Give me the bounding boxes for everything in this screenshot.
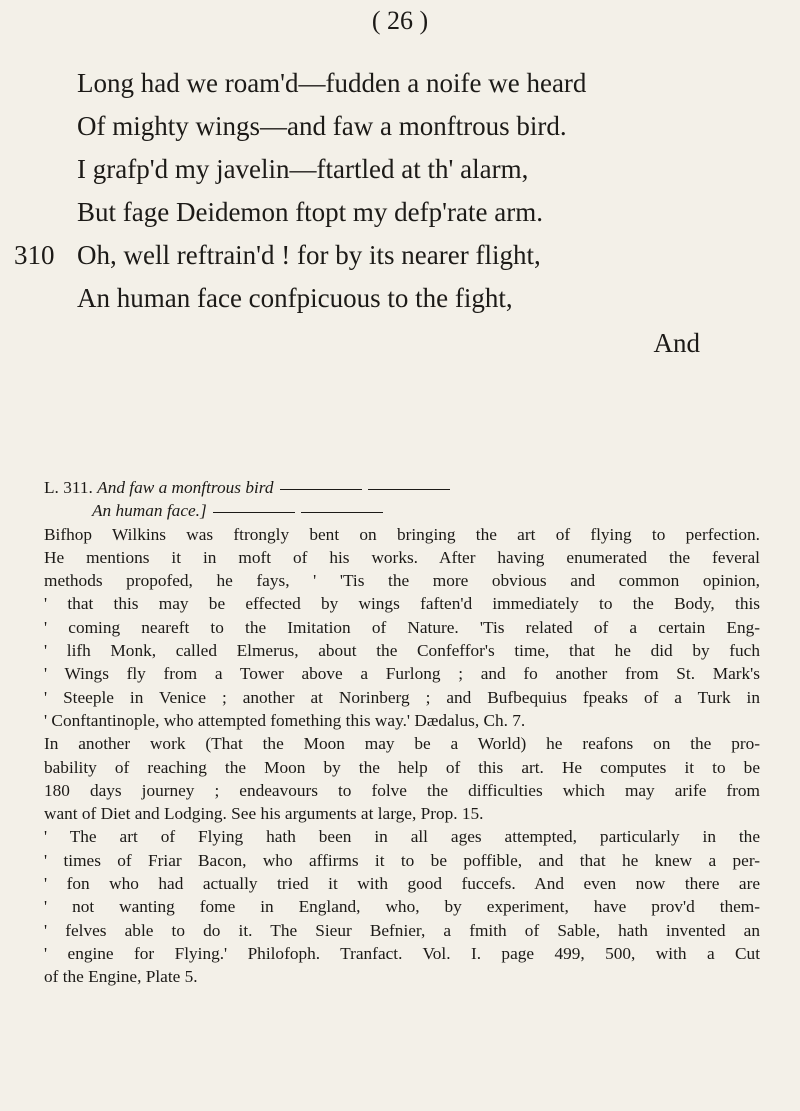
note-line: ' felves able to do it. The Sieur Befnier, a fmith of Sable, hath invented an <box>44 920 760 940</box>
note-line: want of Diet and Lodging. See his arguments at large, Prop. 15. <box>44 804 484 824</box>
note-line: ' lifh Monk, called Elmerus, about the Confeffor's time, that he did by fuch <box>44 641 760 661</box>
note-line: ' Conftantinople, who attempted fomething this way.' Dædalus, Ch. 7. <box>44 710 526 730</box>
note-line: ' fon who had actually tried it with good fuccefs. And even now there are <box>44 874 760 894</box>
note-line: of the Engine, Plate 5. <box>44 967 198 987</box>
page-number: ( 26 ) <box>371 6 429 35</box>
catchword: And <box>653 328 700 358</box>
verse-text: Long had we roam'd—fudden a noife we heard <box>77 68 587 98</box>
verse-text: Oh, well reftrain'd ! for by its nearer flight, <box>77 240 541 270</box>
note-lemma <box>44 499 760 522</box>
dash-rule <box>301 512 383 513</box>
verse-text: Of mighty wings—and faw a monftrous bird. <box>77 111 567 141</box>
note-line: ' Steeple in Venice ; another at Norinberg ; and Bufbequius fpeaks of a Turk in <box>44 687 760 707</box>
note-line: ' not wanting fome in England, who, by experiment, have prov'd them- <box>44 897 760 917</box>
note-line: ' times of Friar Bacon, who affirms it to be poffible, and that he knew a per- <box>44 850 760 870</box>
note-line: In another work (That the Moon may be a World) he reafons on the pro- <box>44 734 760 754</box>
note-line: methods propofed, he fays, ' 'Tis the more obvious and common opinion, <box>44 571 760 591</box>
note-ref: L. 311. <box>44 478 93 497</box>
note-line: He mentions it in moft of his works. After having enumerated the feveral <box>44 547 760 567</box>
note-line: ' The art of Flying hath been in all ages attempted, particularly in the <box>44 827 760 847</box>
dash-rule <box>280 489 362 490</box>
note-lemma <box>44 476 760 499</box>
line-number: 310 <box>14 240 55 270</box>
note-line: bability of reaching the Moon by the help of this art. He computes it to be <box>44 757 760 777</box>
note-line: Bifhop Wilkins was ftrongly bent on bringing the art of flying to perfection. <box>44 524 760 544</box>
note-line: 180 days journey ; endeavours to folve the difficulties which may arife from <box>44 780 760 800</box>
verse-text: I grafp'd my javelin—ftartled at th' alarm, <box>77 154 529 184</box>
verse-text: An human face confpicuous to the fight, <box>77 283 513 313</box>
note-line: ' Wings fly from a Tower above a Furlong ; and fo another from St. Mark's <box>44 664 760 684</box>
dash-rule <box>368 489 450 490</box>
verse-text: But fage Deidemon ftopt my defp'rate arm. <box>77 197 543 227</box>
footnote-block <box>44 476 760 989</box>
note-lemma-text: An human face.] <box>92 501 207 521</box>
note-lemma-text: And faw a monftrous bird <box>97 478 274 497</box>
note-line: ' engine for Flying.' Philofoph. Tranfact. Vol. I. page 499, 500, with a Cut <box>44 943 760 963</box>
note-line: ' that this may be effected by wings faften'd immediately to the Body, this <box>44 594 760 614</box>
note-line: ' coming neareft to the Imitation of Nature. 'Tis related of a certain Eng- <box>44 617 760 637</box>
dash-rule <box>213 512 295 513</box>
